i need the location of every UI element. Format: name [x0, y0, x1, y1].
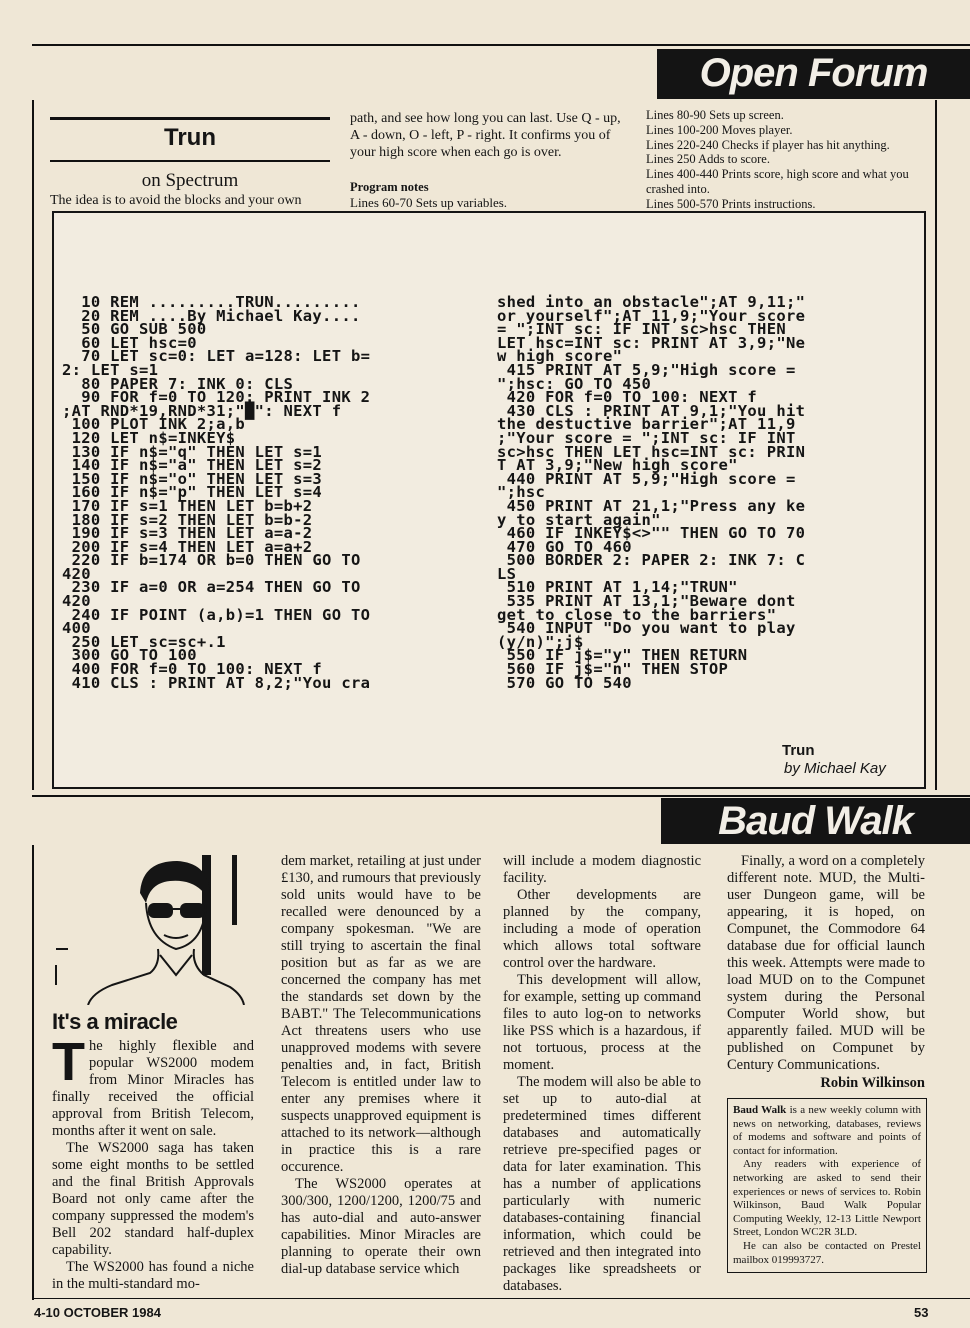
program-note: Lines 220-240 Checks if player has hit anything. — [646, 137, 890, 152]
program-notes-heading: Program notes — [350, 180, 429, 194]
paragraph: This development will allow, for example, setting up command files to auto log-on to networks like PSS which is a hazardous, if not tortuous, process at the moment. — [503, 972, 701, 1073]
title-rule-bottom — [50, 160, 330, 162]
info-box — [727, 1098, 927, 1273]
footer-rule — [32, 1298, 970, 1299]
page-number: 53 — [914, 1305, 929, 1320]
paragraph: will include a modem diagnostic facility. — [503, 853, 701, 886]
title-rule — [50, 117, 330, 120]
program-note: Lines 80-90 Sets up screen. — [646, 108, 784, 122]
article-column-2 — [281, 853, 481, 1278]
info-box-title: Baud Walk — [733, 1104, 787, 1116]
info-box-text: He can also be contacted on Prestel mailbox 019993727. — [733, 1239, 921, 1266]
program-note: Lines 250 Adds to score. — [646, 152, 770, 167]
paragraph: Other developments are planned by the company, including a mode of operation which allows total software control over the hardware. — [503, 887, 701, 971]
intro-text: The idea is to avoid the blocks and your own — [50, 193, 302, 208]
program-notes-list — [646, 108, 931, 212]
article-column-4 — [727, 853, 925, 1092]
intro-continued: path, and see how long you can last. Use Q - up, A - down, O - left, P - right. It confirms you of your high score when each go is over. — [350, 111, 621, 160]
article-column-1 — [52, 1032, 254, 1293]
listing-left-column: 10 REM .........TRUN......... 20 REM ....By Michael Kay.... 50 GO SUB 500 60 LET hsc=0 70 LET sc=0: LET a=128: LET b= 2: LET s=1 80 PAPER 7: INK 0: CLS 90 FOR f=0 TO 120: PRINT INK 2 ;AT RND*19,RND*31;"█": NEXT f 100 PLOT INK 2;a,b 120 LET n$=INKEY$ 130 IF n$="q" THEN LET s=1 140 IF n$="a" THEN LET s=2 150 IF n$="o" THEN LET s=3 160 IF n$="p" THEN LET s=4 170 IF s=1 THEN LET b=b+2 180 IF s=2 THEN LET b=b-2 190 IF s=3 THEN LET a=a-2 200 IF s=4 THEN LET a=a+2 220 IF b=174 OR b=0 THEN GO TO 420 230 IF a=0 OR a=254 THEN GO TO 420 240 IF POINT (a,b)=1 THEN GO TO 400 250 LET sc=sc+.1 300 GO TO 100 400 FOR f=0 TO 100: NEXT f 410 CLS : PRINT AT 8,2;"You cra — [62, 293, 371, 692]
paragraph: The WS2000 operates at 300/300, 1200/1200, 1200/75 and has auto-dial and auto-answer capabilities. Minor Miracles are planning to operate their own dial-up database service which — [281, 1176, 481, 1277]
section-rule — [32, 795, 970, 797]
program-note: Lines 400-440 Prints score, high score and what you crashed into. — [646, 167, 909, 196]
program-platform: on Spectrum — [141, 170, 239, 191]
paragraph: The modem will also be able to set up to auto-dial at predetermined times different databases and automatically retrieve pre-specified pages or data for later examination. This has a number of applications particularly with numeric databases-containing financial information, which could be retrieved and then integrated into packages like spreadsheets or databases. — [503, 1074, 701, 1294]
author-portrait-image — [52, 853, 264, 1005]
listing-credit-title: Trun — [782, 742, 815, 759]
footer-date: 4-10 OCTOBER 1984 — [34, 1305, 161, 1320]
article-headline: It's a miracle — [52, 1009, 178, 1034]
frame-left — [32, 100, 34, 790]
listing-credit-author: by Michael Kay — [784, 760, 886, 777]
paragraph: The WS2000 saga has taken some eight months to be settled and the final British Approvals Board not only came after the company suppressed the modem's Bell 202 standard half-duplex capability. — [52, 1140, 254, 1258]
section-banner-baud-walk: Baud Walk — [661, 798, 970, 844]
program-note: Lines 100-200 Moves player. — [646, 122, 793, 137]
frame-right — [935, 100, 937, 790]
paragraph: The WS2000 has found a niche in the multi-standard mo- — [52, 1259, 254, 1292]
drop-cap: T — [52, 1032, 85, 1092]
listing-right-column: shed into an obstacle";AT 9,11;" or yourself";AT 11,9;"Your score = ";INT sc: IF INT sc>hsc THEN LET hsc=INT sc: PRINT AT 3,9;"Ne w high score" 415 PRINT AT 5,9;"High score = ";hsc: GO TO 450 420 FOR f=0 TO 100: NEXT f 430 CLS : PRINT AT 9,1;"You hit the destuctive barrier";AT 11,9 ;"Your score = ";INT sc: IF INT sc>hsc THEN LET hsc=INT sc: PRIN T AT 3,9;"New high score" 440 PRINT AT 5,9;"High score = ";hsc 450 PRINT AT 21,1;"Press any ke y to start again" 460 IF INKEY$<>"" THEN GO TO 70 470 GO TO 460 500 BORDER 2: PAPER 2: INK 7: C LS 510 PRINT AT 1,14;"TRUN" 535 PRINT AT 13,1;"Beware dont get to close to the barriers" 540 INPUT "Do you want to play (y/n)";j$ 550 IF j$="y" THEN RETURN 560 IF j$="n" THEN STOP 570 GO TO 540 — [497, 293, 806, 692]
program-note: Lines 60-70 Sets up variables. — [350, 195, 508, 210]
baud-frame-left — [32, 845, 34, 1300]
info-box-text: Any readers with experience of networking are asked to send their experiences or news of services to. Robin Wilkinson, Baud Walk Popular Computing Weekly, 12-13 Little Newport Street, London WC2R 3LD. — [733, 1158, 921, 1239]
program-title: Trun — [164, 124, 216, 151]
program-note: Lines 500-570 Prints instructions. — [646, 196, 816, 211]
top-rule — [32, 44, 970, 46]
paragraph: he highly flexible and popular WS2000 modem from Minor Miracles has finally received the official approval from British Telecom, months after it went on sale. — [52, 1038, 254, 1139]
paragraph: dem market, retailing at just under £130, and rumours that previously sold units would have to be recalled were denounced by a company spokesman. "We are still trying to ascertain the final position but as far as we are concerned the company has met the standards set down by the BABT." The Telecommunications Act threatens users who use unapproved modems with severe penalties and, in fact, British Telecom is entitled under law to enter any premises where it suspects unapproved equipment is attached to its network—although in practice this is a rare occurence. — [281, 853, 481, 1175]
article-byline: Robin Wilkinson — [820, 1075, 925, 1091]
paragraph: Finally, a word on a completely different note. MUD, the Multi-user Dungeon game, will be appearing, it is hoped, on Compunet, the Commodore 64 database due for official launch this week. Attempts were made to load MUD on to the Compunet system during the Personal Computer World show, but apparently failed. MUD will be published on Compunet by Century Communications. — [727, 853, 925, 1073]
article-column-3 — [503, 853, 701, 1295]
section-banner-open-forum: Open Forum — [657, 49, 970, 99]
info-box-text: is a new weekly column with news on networking, databases, reviews of modems and software and points of contact for information. — [733, 1104, 921, 1157]
